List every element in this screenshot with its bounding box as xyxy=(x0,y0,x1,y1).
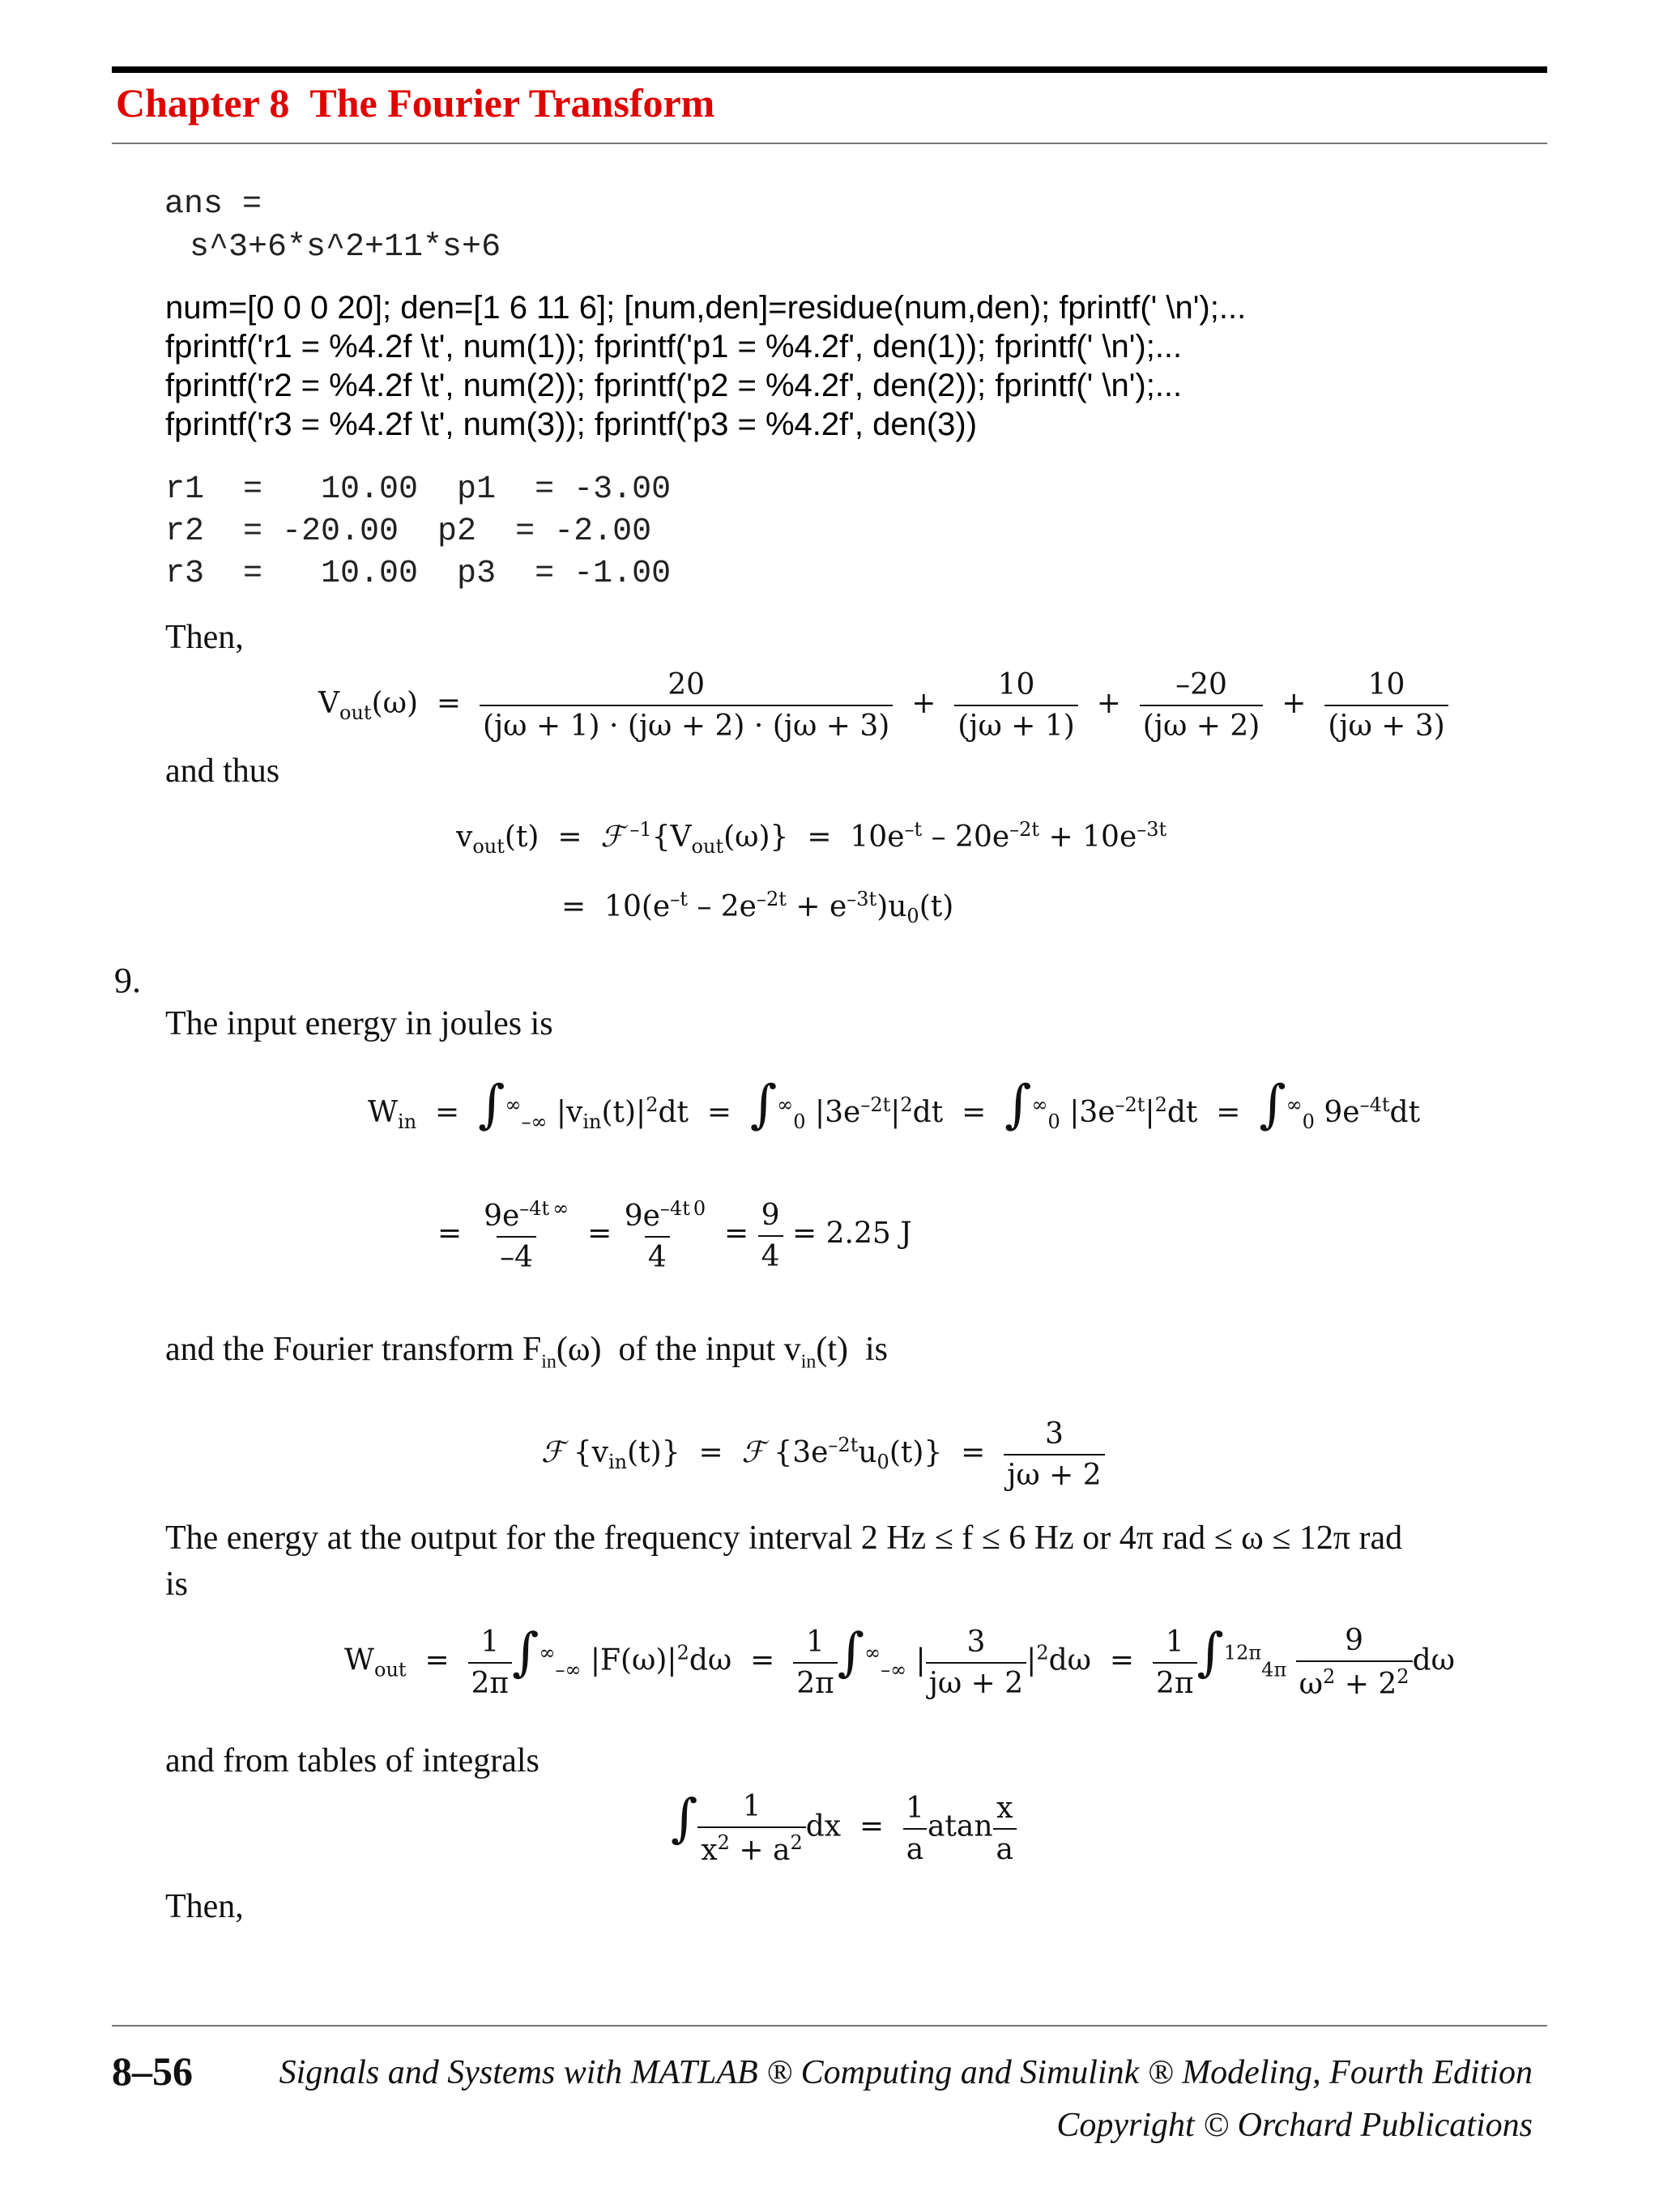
output-line-2: r2 = -20.00 p2 = -2.00 xyxy=(165,514,652,550)
and-thus-label: and thus xyxy=(165,752,280,790)
code-line-1: num=[0 0 0 20]; den=[1 6 11 6]; [num,den]=residue(num,den); fprintf(' \n');... xyxy=(165,290,1247,326)
code-line-4: fprintf('r3 = %4.2f \t', num(3)); fprintf('p3 = %4.2f', den(3)) xyxy=(165,407,978,442)
energy-output-text: The energy at the output for the frequency interval 2 Hz ≤ f ≤ 6 Hz or 4π rad ≤ ω ≤ 12π rad xyxy=(165,1519,1403,1557)
footer-copyright: Copyright © Orchard Publications xyxy=(1056,2107,1533,2144)
win-result: = $\frac{9e^{-4t}}{-4}$ ∞ = $\frac{9e^{-4t}}{4}$ $^0$ = $\frac{9}{4}$ = 2.25 J xyxy=(437,1197,912,1274)
vout-term-1: $\frac{20}{(j\omega + 1) \cdot (j\omega + 2) \cdot (j\omega + 3)}$ xyxy=(480,668,893,743)
integral-table-equation: ∫ $\frac{1}{x^2 + a^2}$ dx = $\frac{1}{a}$ atan $\frac{x}{a}$ xyxy=(671,1790,1017,1867)
code-line-2: fprintf('r1 = %4.2f \t', num(1)); fprintf('p1 = %4.2f', den(1)); fprintf(' \n');... xyxy=(165,329,1183,364)
output-line-3: r3 = 10.00 p3 = -1.00 xyxy=(165,556,672,592)
vout-term-3: $\frac{-20}{(j\omega + 2)}$ xyxy=(1140,668,1264,743)
chapter-title: The Fourier Transform xyxy=(309,80,715,126)
problem-number: 9. xyxy=(114,961,141,1000)
vout-time-equation: $v_{out}(t)$ = ℱ $^{-1}\{V_{out}(\omega)\} = 10e^{-t} - 20e^{-2t} + 10e^{-3t}$ xyxy=(456,818,1167,859)
wout-equation: $W_{out}$ = $\frac{1}{2\pi}$ $\int^\infty_{-\infty}$ $|F(\omega)|^2d\omega$ = $\frac{1}{2\pi}$ $\int^\infty_{-\infty}$ | $\frac{3}{j\omega + 2}$ $|^2d\omega$ = $\frac{1}{2\pi}$ ∫$^{12\pi}_{4\pi}$ $\frac{9}{\omega^2 + 2^2}$ dω xyxy=(344,1622,1455,1701)
page-number: 8–56 xyxy=(112,2048,193,2094)
chapter-header xyxy=(116,79,714,126)
top-rule xyxy=(112,66,1547,73)
input-energy-text: The input energy in joules is xyxy=(165,1005,553,1042)
vout-time-simplified: = $10(e^{-t} - 2e^{-2t} + e^{-3t})u_0(t)$ xyxy=(561,888,954,928)
vout-equation: $V_{out}(\omega)$ = $\frac{20}{(j\omega + 1) \cdot (j\omega + 2) \cdot (j\omega + 3)}$ + $\frac{10}{(j\omega + 1)}$ + $\frac{-20}{(j\omega + 2)}$ + $\frac{10}{(j\omega + 3)}$ xyxy=(318,668,1448,743)
footer-book-title: Signals and Systems with MATLAB ® Computing and Simulink ® Modeling, Fourth Edition xyxy=(279,2054,1533,2091)
ans-poly: s^3+6*s^2+11*s+6 xyxy=(170,229,501,266)
tables-text: and from tables of integrals xyxy=(165,1742,539,1779)
fourier-intro-text: and the Fourier transform $F_{in}(\omega)$ of the input $v_{in}(t)$ is xyxy=(165,1331,889,1373)
then-label-2: Then, xyxy=(165,1888,244,1925)
ans-label: ans = xyxy=(164,186,262,223)
chapter-label: Chapter 8 xyxy=(116,80,290,126)
output-line-1: r1 = 10.00 p1 = -3.00 xyxy=(165,471,672,508)
then-label: Then, xyxy=(165,619,244,656)
is-text: is xyxy=(165,1566,189,1603)
footer-rule xyxy=(112,2025,1547,2027)
code-line-3: fprintf('r2 = %4.2f \t', num(2)); fprintf('p2 = %4.2f', den(2)); fprintf(' \n');... xyxy=(165,368,1183,403)
win-equation: $W_{in} = \int^\infty_{-\infty}$ $|v_{in}(t)|^2dt = \int^\infty_0$ $|3e^{-2t}|^2dt = \int^\infty_0$ $|3e^{-2t}|^2dt = \int^\infty_0$ $9e^{-4t}dt$ xyxy=(368,1075,1421,1135)
vout-term-2: $\frac{10}{(j\omega + 1)}$ xyxy=(954,668,1078,743)
vout-term-4: $\frac{10}{(j\omega + 3)}$ xyxy=(1324,668,1448,743)
header-rule xyxy=(112,143,1547,144)
vin-transform-equation: ℱ $\{v_{in}(t)\}$ = ℱ $\{3e^{-2t}u_0(t)\}$ = $\frac{3}{j\omega + 2}$ xyxy=(541,1417,1105,1492)
